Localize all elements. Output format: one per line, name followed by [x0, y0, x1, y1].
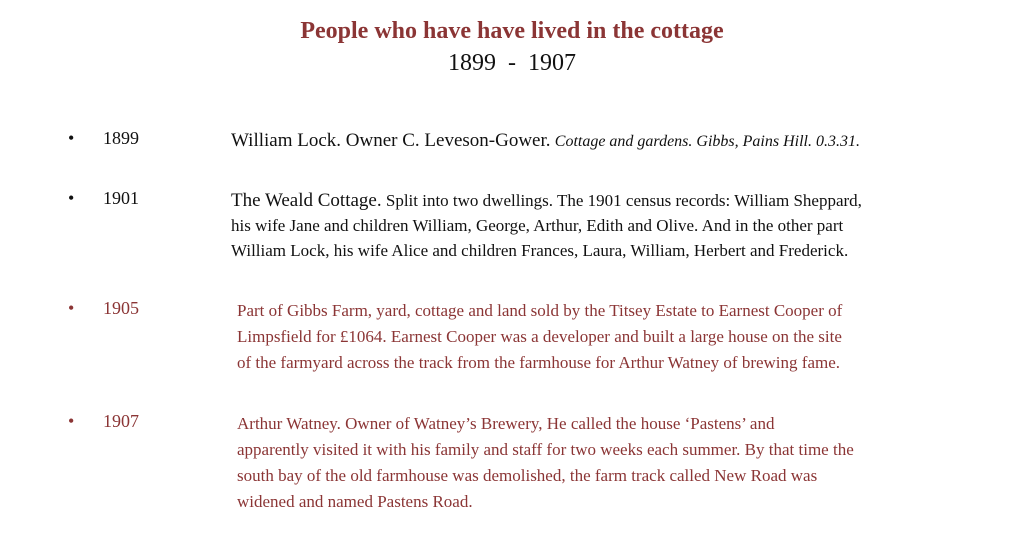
entry-line	[231, 188, 862, 213]
entry-line: south bay of the old farmhouse was demolished, the farm track called New Road was	[237, 466, 818, 485]
bullet-icon: •	[68, 128, 75, 148]
entry-year: 1899	[103, 128, 139, 148]
entry-line: of the farmyard across the track from the farmhouse for Arthur Watney of brewing fame.	[237, 353, 841, 372]
entry-text	[231, 128, 860, 154]
entry-year: 1907	[103, 411, 139, 431]
page-subtitle: 1899 - 1907	[448, 50, 576, 76]
entry-line: Part of Gibbs Farm, yard, cottage and land sold by the Titsey Estate to Earnest Cooper of	[237, 301, 843, 320]
entry-note: Cottage and gardens. Gibbs, Pains Hill. 0.3.31.	[554, 133, 860, 150]
entry-text	[237, 298, 842, 376]
entry-line-text: Split into two dwellings. The 1901 census records: William Sheppard,	[385, 191, 862, 210]
bullet-icon: •	[68, 298, 75, 318]
entry-line: widened and named Pastens Road.	[237, 492, 473, 511]
entry-line: Arthur Watney. Owner of Watney’s Brewery, He called the house ‘Pastens’ and	[237, 414, 775, 433]
entry-line: Limpsfield for £1064. Earnest Cooper was a developer and built a large house on the site	[237, 327, 842, 346]
bullet-icon: •	[68, 411, 75, 431]
bullet-icon: •	[68, 188, 75, 208]
entry-year: 1905	[103, 298, 139, 318]
entry-lead: William Lock. Owner C. Leveson-Gower.	[231, 130, 551, 151]
entry-year: 1901	[103, 188, 139, 208]
entry-lead: The Weald Cottage.	[231, 190, 382, 211]
entry-text	[231, 188, 862, 263]
entry-line: his wife Jane and children William, George, Arthur, Edith and Olive. And in the other part	[231, 216, 844, 235]
entry-text	[237, 411, 854, 515]
page-title: People who have have lived in the cottage	[300, 18, 724, 44]
entry-line: William Lock, his wife Alice and children Frances, Laura, William, Herbert and Frederick.	[231, 241, 849, 260]
entry-line: apparently visited it with his family and staff for two weeks each summer. By that time the	[237, 440, 854, 459]
